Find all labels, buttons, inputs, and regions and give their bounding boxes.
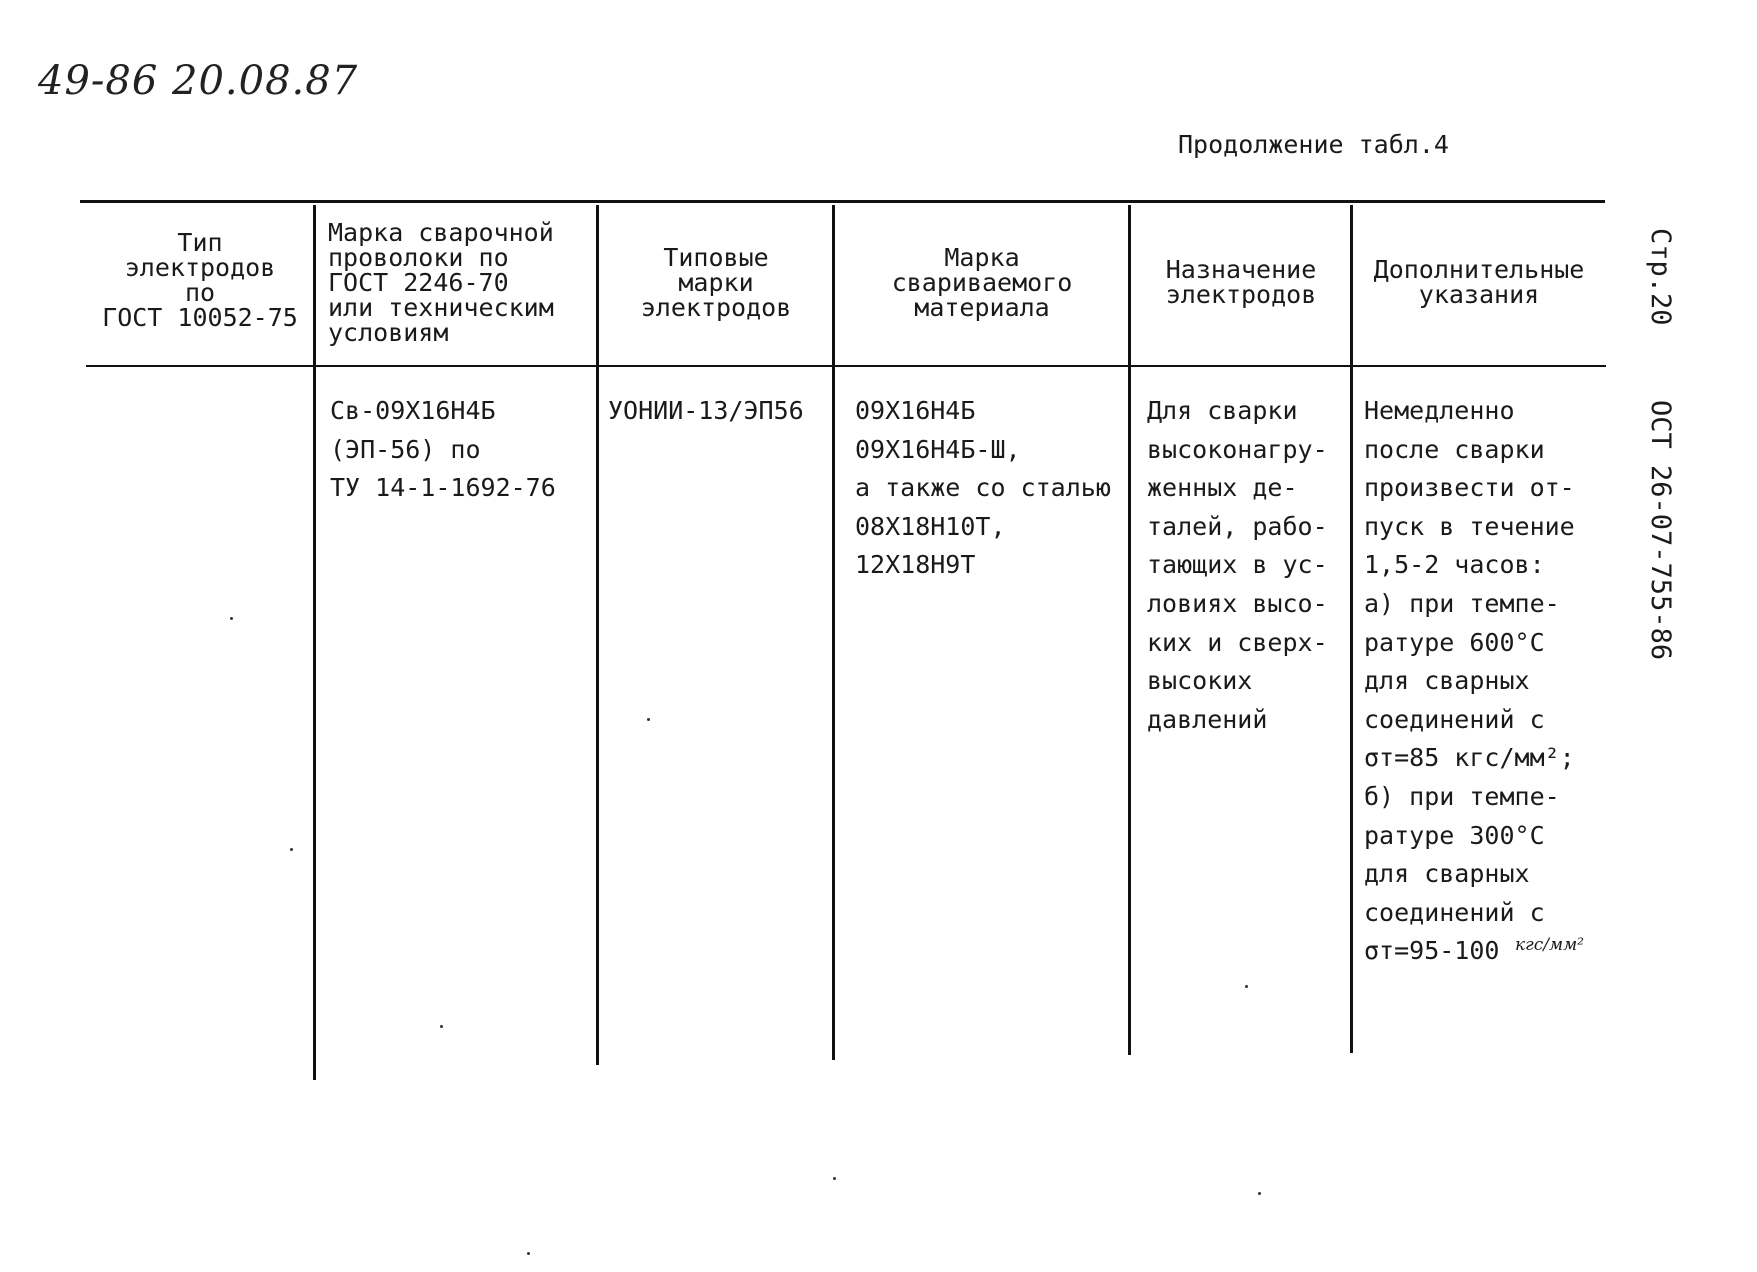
header-material-grade: Марка свариваемого материала (891, 243, 1073, 322)
scan-speck (290, 848, 293, 851)
cell-notes-unit: кгс/мм² (1515, 935, 1584, 955)
cell-wire-grade: Св-09Х16Н4Б (ЭП-56) по ТУ 14-1-1692-76 (330, 396, 556, 503)
table-top-rule (80, 200, 1605, 203)
page-number-label: Стр.20 (1645, 228, 1676, 326)
column-divider-5 (1350, 205, 1353, 1053)
header-electrode-type: Тип электродов по ГОСТ 10052-75 (102, 228, 298, 332)
handwritten-registration-note: 49-86 20.08.87 (38, 58, 359, 104)
scan-speck (1245, 985, 1248, 988)
cell-typical-electrodes: УОНИИ-13/ЭП56 (608, 396, 804, 425)
cell-purpose: Для сварки высоконагру- женных де- талей, рабо- тающих в ус- ловиях высо- ких и сверх- высоких давлений (1147, 396, 1328, 734)
header-purpose: Назначение электродов (1165, 255, 1317, 309)
standard-designation-label: ОСТ 26-07-755-86 (1645, 400, 1676, 661)
scan-speck (440, 1025, 443, 1028)
table-continuation-label: Продолжение табл.4 (1178, 130, 1449, 159)
scan-speck (1258, 1192, 1261, 1195)
scan-speck (647, 718, 650, 721)
header-typical-electrodes: Типовые марки электродов (640, 243, 792, 322)
cell-notes: Немедленно после сварки произвести от- пуск в течение 1,5-2 часов: а) при темпе- ратуре 600°С для сварных соединений с σт=85 кгс/мм²; б) при темпе- ратуре 300°С для сварных соединений с σт=95-100 (1364, 396, 1575, 966)
header-notes: Дополнительные указания (1373, 255, 1585, 309)
column-divider-1 (313, 205, 316, 1080)
scan-speck (527, 1252, 530, 1255)
header-wire-grade: Марка сварочной проволоки по ГОСТ 2246-70 или техническим условиям (328, 218, 554, 347)
scan-speck (230, 617, 233, 620)
cell-material-grade: 09Х16Н4Б 09Х16Н4Б-Ш, а также со сталью 08Х18Н10Т, 12Х18Н9Т (855, 396, 1111, 580)
scan-speck (833, 1177, 836, 1180)
column-divider-4 (1128, 205, 1131, 1055)
column-divider-3 (832, 205, 835, 1060)
